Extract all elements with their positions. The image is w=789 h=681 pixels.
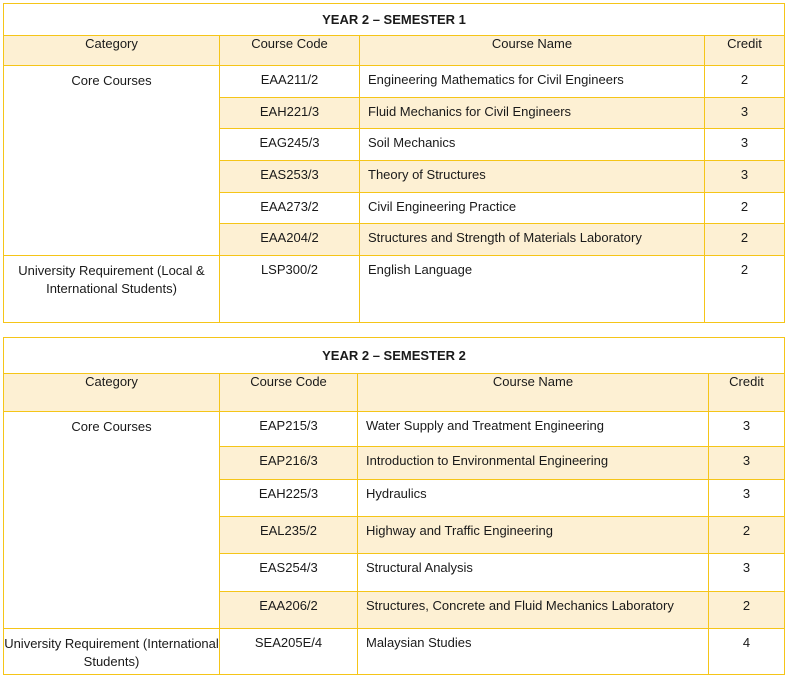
category-core-courses: Core Courses — [4, 66, 220, 256]
course-name: Civil Engineering Practice — [360, 193, 705, 224]
course-credit: 3 — [709, 480, 785, 517]
course-credit: 4 — [709, 629, 785, 675]
course-name: Theory of Structures — [360, 161, 705, 193]
semester-1-table — [3, 3, 785, 323]
course-code: EAS253/3 — [220, 161, 360, 193]
course-code: EAH225/3 — [220, 480, 358, 517]
course-code: EAS254/3 — [220, 554, 358, 592]
header-category: Category — [4, 374, 220, 412]
course-credit: 2 — [709, 592, 785, 629]
course-credit: 2 — [705, 224, 785, 256]
header-category: Category — [4, 36, 220, 66]
category-core-courses: Core Courses — [4, 412, 220, 629]
semester-2-table — [3, 337, 785, 675]
course-code: EAA204/2 — [220, 224, 360, 256]
course-credit: 3 — [705, 129, 785, 161]
course-name: Engineering Mathematics for Civil Engineers — [360, 66, 705, 98]
course-code: EAP215/3 — [220, 412, 358, 447]
course-code: EAA206/2 — [220, 592, 358, 629]
table-row — [4, 629, 785, 675]
course-credit: 3 — [709, 447, 785, 480]
course-code: EAL235/2 — [220, 517, 358, 554]
course-code: EAA273/2 — [220, 193, 360, 224]
course-name: Fluid Mechanics for Civil Engineers — [360, 98, 705, 129]
course-name: Structures and Strength of Materials Laboratory — [360, 224, 705, 256]
semester-1-title: YEAR 2 – SEMESTER 1 — [4, 4, 785, 36]
course-credit: 3 — [709, 554, 785, 592]
course-name: Structures, Concrete and Fluid Mechanics Laboratory — [358, 592, 709, 629]
course-name: Malaysian Studies — [358, 629, 709, 675]
table-row — [4, 66, 785, 98]
course-code: SEA205E/4 — [220, 629, 358, 675]
header-course-name: Course Name — [360, 36, 705, 66]
course-name: Water Supply and Treatment Engineering — [358, 412, 709, 447]
course-code: EAH221/3 — [220, 98, 360, 129]
category-university-requirement: University Requirement (International Students) — [4, 629, 220, 675]
course-credit: 3 — [705, 161, 785, 193]
course-credit: 3 — [705, 98, 785, 129]
header-credit: Credit — [705, 36, 785, 66]
course-code: EAA211/2 — [220, 66, 360, 98]
course-credit: 3 — [709, 412, 785, 447]
course-name: Hydraulics — [358, 480, 709, 517]
course-code: EAG245/3 — [220, 129, 360, 161]
course-code: LSP300/2 — [220, 256, 360, 323]
category-university-requirement: University Requirement (Local & International Students) — [4, 256, 220, 323]
course-credit: 2 — [709, 517, 785, 554]
course-credit: 2 — [705, 193, 785, 224]
course-name: Structural Analysis — [358, 554, 709, 592]
course-credit: 2 — [705, 256, 785, 323]
table-row — [4, 412, 785, 447]
course-code: EAP216/3 — [220, 447, 358, 480]
header-course-code: Course Code — [220, 374, 358, 412]
semester-2-title: YEAR 2 – SEMESTER 2 — [4, 338, 785, 374]
course-credit: 2 — [705, 66, 785, 98]
header-course-code: Course Code — [220, 36, 360, 66]
course-name: Highway and Traffic Engineering — [358, 517, 709, 554]
header-course-name: Course Name — [358, 374, 709, 412]
header-credit: Credit — [709, 374, 785, 412]
course-name: Soil Mechanics — [360, 129, 705, 161]
course-name: English Language — [360, 256, 705, 323]
table-row — [4, 256, 785, 323]
course-name: Introduction to Environmental Engineering — [358, 447, 709, 480]
